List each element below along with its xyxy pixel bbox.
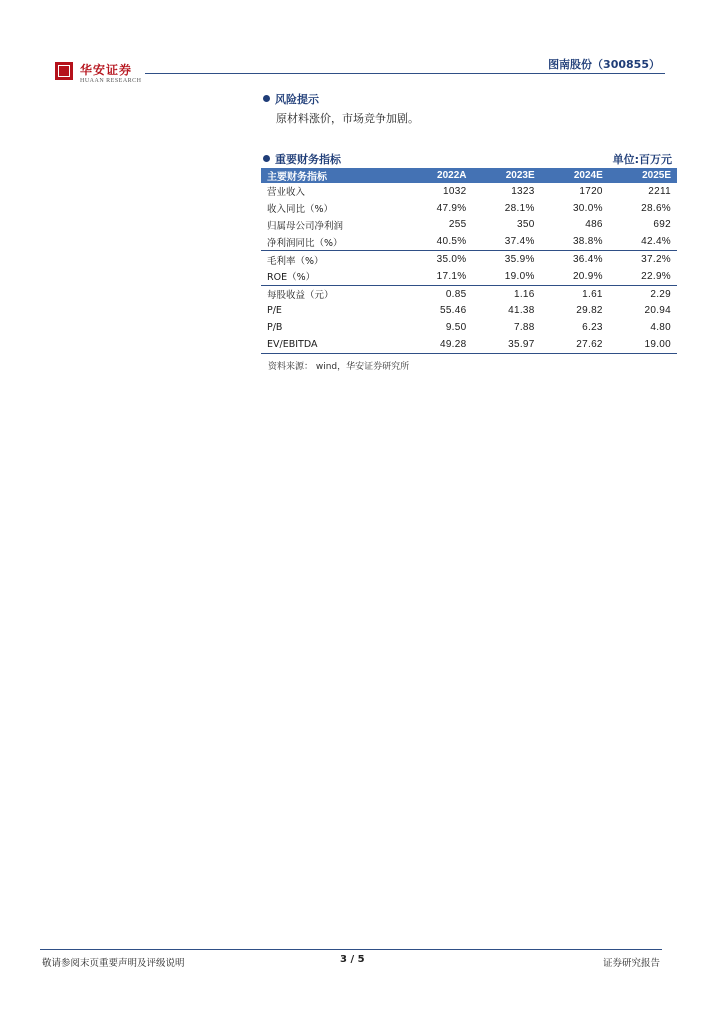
table-cell: 255 bbox=[448, 219, 467, 231]
table-cell: 27.62 bbox=[541, 336, 609, 353]
column-header: 主要财务指标 bbox=[261, 168, 404, 183]
column-header: 2022A bbox=[404, 168, 472, 183]
table-cell: 2211 bbox=[648, 185, 671, 197]
table-cell: 350 bbox=[517, 219, 535, 231]
risk-text: 原材料涨价，市场竞争加剧。 bbox=[276, 112, 419, 125]
table-cell: 7.88 bbox=[513, 322, 535, 334]
table-row bbox=[261, 319, 677, 336]
table-cell: 1032 bbox=[443, 185, 467, 197]
table-cell: 17.1% bbox=[436, 270, 467, 282]
table-cell: 19.0% bbox=[504, 270, 535, 282]
row-label: 净利润同比（%） bbox=[267, 237, 343, 249]
row-label: 营业收入 bbox=[267, 187, 306, 199]
table-row bbox=[261, 303, 677, 320]
table-cell: 19.00 bbox=[609, 336, 677, 353]
table-cell: 20.94 bbox=[644, 305, 671, 317]
row-label: EV/EBITDA bbox=[261, 336, 404, 353]
page-number: 3 / 5 bbox=[340, 954, 365, 965]
row-label: P/E bbox=[267, 305, 282, 317]
table-row bbox=[261, 217, 677, 234]
table-cell: 37.2% bbox=[609, 251, 677, 268]
financials-table bbox=[261, 168, 677, 354]
table-cell: 20.9% bbox=[572, 270, 603, 282]
risk-section-title bbox=[263, 91, 319, 107]
table-cell: 1323 bbox=[511, 185, 535, 197]
footer-divider bbox=[40, 949, 662, 950]
table-cell: 4.80 bbox=[650, 322, 671, 334]
table-row bbox=[261, 233, 677, 250]
financials-title-text: 重要财务指标 bbox=[275, 153, 341, 166]
huaan-logo-icon bbox=[55, 62, 73, 80]
table-cell: 55.46 bbox=[439, 305, 467, 317]
table-cell: 35.97 bbox=[472, 336, 540, 353]
bullet-icon bbox=[263, 155, 270, 162]
table-cell: 41.38 bbox=[508, 305, 535, 317]
table-row bbox=[261, 268, 677, 285]
table-cell: 35.0% bbox=[404, 251, 472, 268]
table-cell: 42.4% bbox=[641, 236, 671, 248]
table-cell: 35.9% bbox=[472, 251, 540, 268]
table-cell: 28.1% bbox=[504, 202, 535, 214]
risk-title-text: 风险提示 bbox=[275, 93, 319, 106]
row-label: P/B bbox=[267, 322, 283, 334]
column-header: 2025E bbox=[609, 168, 677, 183]
table-cell: 9.50 bbox=[445, 322, 467, 334]
table-cell: 29.82 bbox=[576, 305, 603, 317]
column-header: 2023E bbox=[472, 168, 540, 183]
stock-name: 图南股份（300855） bbox=[548, 58, 660, 71]
table-cell: 1720 bbox=[579, 185, 603, 197]
table-cell: 30.0% bbox=[572, 202, 603, 214]
table-cell: 486 bbox=[585, 219, 603, 231]
row-label: 收入同比（%） bbox=[267, 204, 334, 216]
table-cell: 37.4% bbox=[504, 236, 535, 248]
table-cell: 47.9% bbox=[436, 202, 467, 214]
data-source-note: 资料来源： wind，华安证券研究所 bbox=[268, 362, 410, 372]
table-cell: 28.6% bbox=[641, 202, 671, 214]
table-cell: 22.9% bbox=[641, 270, 671, 282]
table-cell: 1.16 bbox=[472, 285, 540, 302]
financials-section-title bbox=[263, 151, 341, 167]
row-label: ROE（%） bbox=[267, 272, 316, 284]
table-cell: 40.5% bbox=[436, 236, 467, 248]
table-cell: 36.4% bbox=[541, 251, 609, 268]
page-header bbox=[0, 0, 724, 90]
table-cell: 6.23 bbox=[582, 322, 603, 334]
table-cell: 38.8% bbox=[572, 236, 603, 248]
unit-label: 单位:百万元 bbox=[612, 153, 672, 166]
table-cell: 49.28 bbox=[404, 336, 472, 353]
column-header: 2024E bbox=[541, 168, 609, 183]
row-label: 每股收益（元） bbox=[261, 285, 404, 302]
brand-name-en: HUAAN RESEARCH bbox=[80, 78, 142, 84]
bullet-icon bbox=[263, 95, 270, 102]
footer-report-type: 证券研究报告 bbox=[602, 958, 660, 969]
row-label: 归属母公司净利润 bbox=[267, 220, 344, 232]
table-row bbox=[261, 251, 677, 268]
table-header-row bbox=[261, 168, 677, 183]
table-row bbox=[261, 336, 677, 353]
table-cell: 1.61 bbox=[541, 285, 609, 302]
row-label: 毛利率（%） bbox=[261, 251, 404, 268]
brand-name-cn: 华安证券 bbox=[80, 63, 133, 77]
table-cell: 692 bbox=[653, 219, 671, 231]
table-row bbox=[261, 183, 677, 200]
table-cell: 2.29 bbox=[609, 285, 677, 302]
footer-disclaimer: 敬请参阅末页重要声明及评级说明 bbox=[42, 958, 185, 969]
table-row bbox=[261, 200, 677, 217]
table-row bbox=[261, 285, 677, 302]
header-divider bbox=[145, 73, 665, 74]
table-cell: 0.85 bbox=[404, 285, 472, 302]
